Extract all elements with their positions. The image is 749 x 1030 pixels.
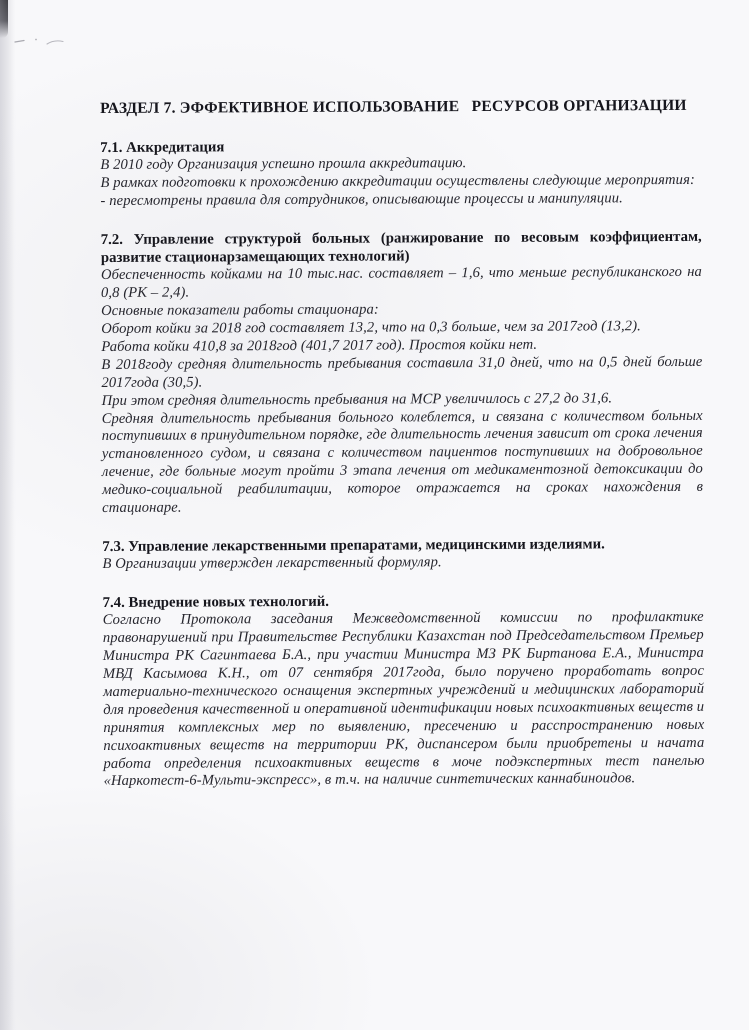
paragraph: - пересмотрены правила для сотрудников, описывающие процессы и манипуляции. [100, 190, 623, 210]
section-heading: 7.1. Аккредитация [100, 139, 225, 156]
paragraph: Работа койки 410,8 за 2018год (401,7 2017 год). Простоя койки нет. [101, 336, 538, 355]
paragraph: Согласно Протокола заседания Межведомственной комиссии по профилактике правонарушений при Правительстве Республики Казахстан под Председательством Премьер Министра РК Сагинтаева Б.А., при участии Министра МЗ РК Биртанова Е.А., Министра МВД Касымова К.Н., от 07 сентября 2017года, было поручено проработать вопрос материально-технического оснащения экспертных учреждений и медицинских лабораторий для проведения качественной и оперативной идентификации новых психоактивных веществ и принятия комплексных мер по выявлению, пресечению и расспространению новых психоактивных веществ на территории РК, диспансером были приобретены и начата работа определения психоактивных веществ в моче подэкспертных тест панелью «Наркотест-6-Мульти-экспресс», в т.ч. на наличие синтетических каннабиноидов. [102, 609, 705, 790]
scan-edge-shade [0, 0, 14, 1030]
section-drug-management [102, 535, 703, 574]
paragraph: Основные показатели работы стационара: [101, 301, 379, 320]
paragraph: В 2018году средняя длительность пребывания составила 31,0 дней, что на 0,5 дней больше 2017года (30,5). [101, 353, 703, 391]
paragraph: В Организации утвержден лекарственный формуляр. [102, 554, 442, 573]
paragraph: В 2010 году Организация успешно прошла аккредитацию. [100, 155, 467, 174]
section-patient-structure [101, 228, 703, 518]
section-heading: 7.4. Внедрение новых технологий. [102, 593, 329, 612]
section-new-technologies [103, 591, 705, 791]
paragraph: Оборот койки за 2018 год составляет 13,2, что на 0,3 больше, чем за 2017год (13,2). [101, 318, 641, 338]
paragraph: При этом средняя длительность пребывания на МСР увеличилось с 27,2 до 31,6. [101, 389, 613, 409]
document-title: РАЗДЕЛ 7. ЭФФЕКТИВНОЕ ИСПОЛЬЗОВАНИЕ РЕСУРСОВ ОРГАНИЗАЦИИ [100, 96, 687, 117]
paragraph: Средняя длительность пребывания больного колеблется, и связана с количеством больных поступивших в принудительном порядке, где длительность лечения зависит от срока лечения установленного судом, и связана с количеством пациентов поступивших на добровольное лечение, где больные могут пройти 3 этапа лечения от медикаментозной детоксикации до медико-социальной реабилитации, которое отражается на сроках нахождения в стационаре. [101, 407, 704, 517]
document-content [100, 96, 705, 792]
paragraph: В рамках подготовки к прохождению аккредитации осуществлены следующие мероприятия: [100, 171, 695, 192]
section-heading: 7.2. Управление структурой больных (ранжирование по весовым коэффициентам, развитие стационарзамещающих технологий) [100, 228, 702, 267]
section-heading: 7.3. Управление лекарственными препаратами, медицинскими изделиями. [102, 536, 605, 556]
paragraph: Обеспеченность койками на 10 тыс.нас. составляет – 1,6, что меньше республиканского на 0,8 (РК – 2,4). [100, 264, 702, 302]
pen-mark [12, 32, 72, 52]
section-accreditation [100, 136, 701, 211]
